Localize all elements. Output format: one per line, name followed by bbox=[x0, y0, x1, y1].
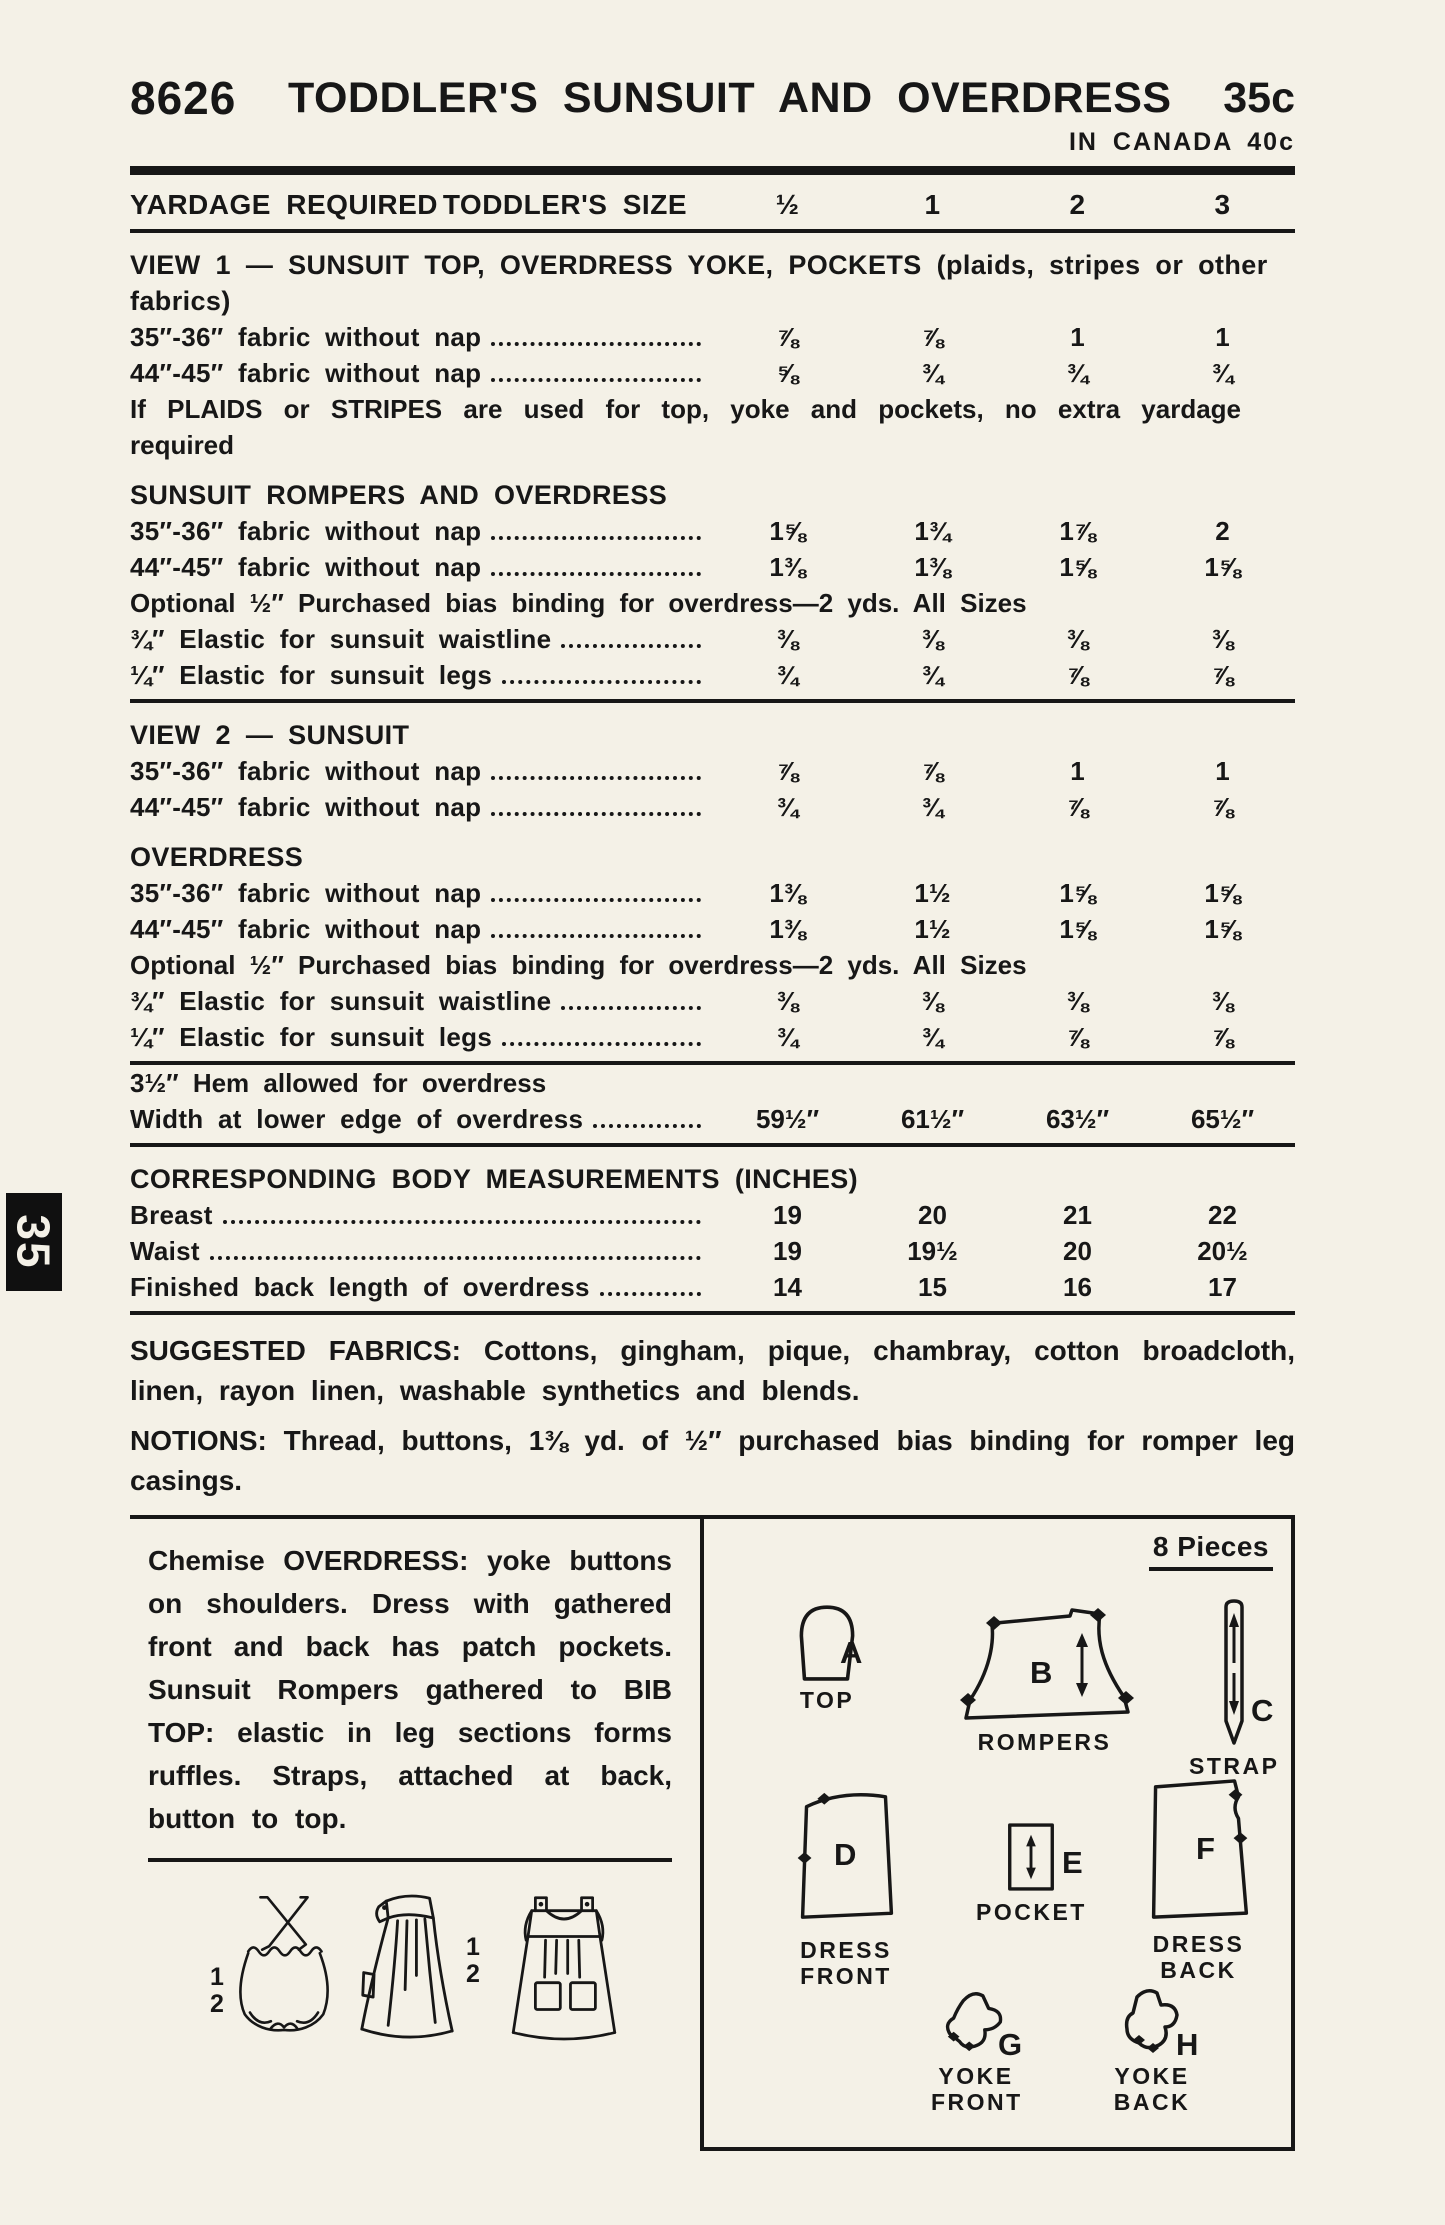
yardage-section bbox=[130, 247, 1295, 463]
row-value: ⅞ bbox=[1211, 660, 1234, 690]
row-value: 1⅜ bbox=[914, 552, 951, 582]
row-label: ¼″ Elastic for sunsuit legs bbox=[130, 660, 493, 690]
row-value: ⅜ bbox=[1066, 986, 1089, 1016]
row-label: 44″-45″ fabric without nap bbox=[130, 792, 482, 822]
row-label: Breast bbox=[130, 1200, 213, 1230]
page-title: TODDLER'S SUNSUIT AND OVERDRESS bbox=[287, 74, 1172, 122]
yardage-section bbox=[130, 1065, 1295, 1137]
row-value: ¾ bbox=[921, 1022, 944, 1052]
divider-rule bbox=[130, 1311, 1295, 1315]
piece-letter-d: D bbox=[834, 1837, 857, 1872]
suggested-fabrics bbox=[130, 1331, 1295, 1411]
piece-letter-h: H bbox=[1176, 2027, 1199, 2062]
size-column: 3 bbox=[1214, 189, 1231, 220]
pattern-piece-b bbox=[942, 1605, 1147, 1755]
row-value: 19 bbox=[773, 1236, 802, 1266]
row-value: 1⅜ bbox=[769, 878, 806, 908]
table-row bbox=[130, 355, 1295, 391]
piece-letter-b: B bbox=[1030, 1655, 1053, 1690]
row-value: 1 bbox=[1070, 756, 1085, 786]
dotted-leader bbox=[502, 1042, 701, 1046]
notions-label: NOTIONS: bbox=[130, 1425, 267, 1456]
pattern-piece-c bbox=[1189, 1597, 1279, 1779]
divider-rule bbox=[130, 699, 1295, 703]
piece-label-dress-back: DRESS BACK bbox=[1152, 1931, 1245, 1983]
row-value: 16 bbox=[1063, 1272, 1092, 1302]
garment-illustrations bbox=[148, 1862, 672, 2192]
row-value: 1⅝ bbox=[1059, 552, 1096, 582]
row-value: ⅜ bbox=[921, 986, 944, 1016]
piece-letter-a: A bbox=[840, 1635, 863, 1670]
row-value: ⅞ bbox=[1066, 792, 1089, 822]
pocket-piece-shape bbox=[1002, 1819, 1060, 1895]
row-value: ⅜ bbox=[776, 624, 799, 654]
row-value: 1⅜ bbox=[769, 552, 806, 582]
notions bbox=[130, 1421, 1295, 1501]
table-row bbox=[130, 1233, 1295, 1269]
size-column: 1 bbox=[924, 189, 941, 220]
row-label: Finished back length of overdress bbox=[130, 1272, 590, 1302]
overdress-back-illustration bbox=[348, 1886, 466, 2046]
piece-label-rompers: ROMPERS bbox=[977, 1729, 1112, 1755]
table-note: Optional ½″ Purchased bias binding for overdress—2 yds. All Sizes bbox=[130, 588, 1027, 618]
suggested-fabrics-text: Cottons, gingham, pique, chambray, cotton broadcloth, linen, rayon linen, washable synthetics and blends. bbox=[130, 1335, 1295, 1406]
table-row bbox=[130, 875, 1295, 911]
row-value: ⅞ bbox=[921, 756, 944, 786]
sunsuit-romper-illustration bbox=[236, 1892, 332, 2044]
row-value: 1⅝ bbox=[1059, 878, 1096, 908]
dotted-leader bbox=[491, 536, 701, 540]
row-value: ⅞ bbox=[776, 756, 799, 786]
yardage-section bbox=[130, 477, 1295, 693]
row-label: 35″-36″ fabric without nap bbox=[130, 516, 482, 546]
row-value: 65½″ bbox=[1190, 1104, 1255, 1134]
row-value: ⅜ bbox=[1066, 624, 1089, 654]
row-value: 1⅞ bbox=[1059, 516, 1096, 546]
row-value: 1⅝ bbox=[1204, 552, 1241, 582]
size-row-rule bbox=[130, 229, 1295, 233]
table-row bbox=[130, 1197, 1295, 1233]
yardage-section bbox=[130, 839, 1295, 1055]
pattern-number: 8626 bbox=[130, 72, 237, 124]
piece-label-top: TOP bbox=[799, 1687, 855, 1713]
piece-label-pocket: POCKET bbox=[976, 1899, 1087, 1925]
row-label: 35″-36″ fabric without nap bbox=[130, 322, 482, 352]
pattern-piece-e bbox=[976, 1819, 1086, 1925]
yardage-section bbox=[130, 717, 1295, 825]
row-value: ¾ bbox=[921, 660, 944, 690]
row-label: ¾″ Elastic for sunsuit waistline bbox=[130, 624, 552, 654]
dotted-leader bbox=[502, 680, 701, 684]
table-row bbox=[130, 1101, 1295, 1137]
row-value: 1½ bbox=[914, 878, 951, 908]
view-size-marker: 1 2 bbox=[210, 1963, 224, 2018]
row-value: 20 bbox=[1063, 1236, 1092, 1266]
row-value: ⅞ bbox=[1066, 1022, 1089, 1052]
table-note: Optional ½″ Purchased bias binding for overdress—2 yds. All Sizes bbox=[130, 950, 1027, 980]
pattern-pieces-panel bbox=[700, 1519, 1295, 2151]
row-value: ¾ bbox=[776, 1022, 799, 1052]
piece-letter-e: E bbox=[1062, 1845, 1083, 1880]
table-note: 3½″ Hem allowed for overdress bbox=[130, 1068, 547, 1098]
toddlers-size-label: TODDLER'S SIZE bbox=[442, 189, 687, 220]
row-value: 20 bbox=[918, 1200, 947, 1230]
piece-label-dress-front: DRESS FRONT bbox=[800, 1937, 892, 1989]
row-value: 19 bbox=[773, 1200, 802, 1230]
row-label: 35″-36″ fabric without nap bbox=[130, 878, 482, 908]
drawer-tab bbox=[6, 1193, 62, 1291]
dotted-leader bbox=[491, 342, 701, 346]
description-column bbox=[130, 1519, 700, 2151]
table-row bbox=[130, 1269, 1295, 1305]
row-value: 1⅝ bbox=[1204, 878, 1241, 908]
row-value: 15 bbox=[918, 1272, 947, 1302]
price: 35c bbox=[1223, 74, 1295, 122]
row-value: ⅞ bbox=[776, 322, 799, 352]
row-value: ⅜ bbox=[776, 986, 799, 1016]
dotted-leader bbox=[600, 1292, 701, 1296]
row-value: 2 bbox=[1215, 516, 1230, 546]
dotted-leader bbox=[593, 1124, 701, 1128]
table-row bbox=[130, 1019, 1295, 1055]
table-row bbox=[130, 911, 1295, 947]
row-value: ⅞ bbox=[1066, 660, 1089, 690]
table-row bbox=[130, 983, 1295, 1019]
row-value: ¾ bbox=[1211, 358, 1234, 388]
yardage-table bbox=[130, 247, 1295, 1315]
row-value: ⅜ bbox=[921, 624, 944, 654]
table-row bbox=[130, 319, 1295, 355]
row-value: ¾ bbox=[921, 358, 944, 388]
row-label: ¼″ Elastic for sunsuit legs bbox=[130, 1022, 493, 1052]
header-rule bbox=[130, 166, 1295, 175]
table-row bbox=[130, 753, 1295, 789]
row-value: 1¾ bbox=[914, 516, 951, 546]
piece-letter-g: G bbox=[998, 2027, 1023, 2062]
header bbox=[130, 72, 1295, 124]
bottom-panel bbox=[130, 1515, 1295, 2151]
row-value: 59½″ bbox=[755, 1104, 820, 1134]
row-label: Width at lower edge of overdress bbox=[130, 1104, 584, 1134]
dotted-leader bbox=[491, 378, 701, 382]
piece-letter-c: C bbox=[1251, 1693, 1274, 1728]
row-value: 1⅝ bbox=[769, 516, 806, 546]
yardage-required-label: YARDAGE REQUIRED bbox=[130, 189, 439, 220]
dotted-leader bbox=[491, 812, 701, 816]
row-value: 1 bbox=[1215, 322, 1230, 352]
notions-text: Thread, buttons, 1⅜ yd. of ½″ purchased bias binding for romper leg casings. bbox=[130, 1425, 1296, 1496]
divider-rule bbox=[130, 1143, 1295, 1147]
dotted-leader bbox=[561, 1006, 701, 1010]
pattern-piece-g bbox=[916, 1987, 1036, 2115]
pattern-piece-h bbox=[1092, 1985, 1212, 2115]
dotted-leader bbox=[491, 776, 701, 780]
piece-letter-f: F bbox=[1196, 1831, 1215, 1866]
garment-description: Chemise OVERDRESS: yoke buttons on shoulders. Dress with gathered front and back has patch pockets. Sunsuit Rompers gathered to BIB TOP: elastic in leg sections forms ruffles. Straps, attached at back, button to top. bbox=[148, 1545, 672, 1834]
table-row bbox=[130, 549, 1295, 585]
row-value: ⅞ bbox=[921, 322, 944, 352]
overdress-front-illustration bbox=[504, 1888, 624, 2046]
row-value: 1⅜ bbox=[769, 914, 806, 944]
row-value: 1⅝ bbox=[1059, 914, 1096, 944]
yardage-section bbox=[130, 1161, 1295, 1305]
row-value: 14 bbox=[773, 1272, 802, 1302]
view-size-marker: 1 2 bbox=[466, 1933, 480, 1988]
table-row bbox=[130, 621, 1295, 657]
strap-piece-shape bbox=[1214, 1597, 1254, 1749]
row-value: ⅜ bbox=[1211, 986, 1234, 1016]
row-label: 35″-36″ fabric without nap bbox=[130, 756, 482, 786]
pattern-piece-f bbox=[1136, 1775, 1261, 1983]
canada-price: IN CANADA 40c bbox=[1068, 128, 1295, 156]
row-value: 61½″ bbox=[900, 1104, 965, 1134]
row-value: 63½″ bbox=[1045, 1104, 1110, 1134]
row-value: 21 bbox=[1063, 1200, 1092, 1230]
row-value: 1⅝ bbox=[1204, 914, 1241, 944]
table-row bbox=[130, 513, 1295, 549]
section-heading: SUNSUIT ROMPERS AND OVERDRESS bbox=[130, 480, 668, 510]
pattern-piece-a bbox=[762, 1601, 892, 1713]
dotted-leader bbox=[491, 934, 701, 938]
row-label: 44″-45″ fabric without nap bbox=[130, 358, 482, 388]
row-value: 19½ bbox=[907, 1236, 958, 1266]
section-heading: VIEW 2 — SUNSUIT bbox=[130, 720, 410, 750]
dotted-leader bbox=[210, 1256, 701, 1260]
row-value: 1½ bbox=[914, 914, 951, 944]
row-label: Waist bbox=[130, 1236, 200, 1266]
section-heading: CORRESPONDING BODY MEASUREMENTS (INCHES) bbox=[130, 1164, 859, 1194]
piece-label-strap: STRAP bbox=[1189, 1753, 1280, 1779]
dotted-leader bbox=[561, 644, 701, 648]
suggested-fabrics-label: SUGGESTED FABRICS: bbox=[130, 1335, 461, 1366]
row-label: 44″-45″ fabric without nap bbox=[130, 914, 482, 944]
section-heading: OVERDRESS bbox=[130, 842, 304, 872]
row-value: ⅞ bbox=[1211, 1022, 1234, 1052]
pieces-count-label: 8 Pieces bbox=[1149, 1531, 1273, 1571]
row-value: 17 bbox=[1208, 1272, 1237, 1302]
table-note: If PLAIDS or STRIPES are used for top, yoke and pockets, no extra yardage required bbox=[130, 394, 1242, 460]
table-row bbox=[130, 657, 1295, 693]
size-header-row bbox=[130, 187, 1295, 223]
dotted-leader bbox=[491, 898, 701, 902]
row-value: ¾ bbox=[776, 660, 799, 690]
row-value: ⅝ bbox=[776, 358, 799, 388]
piece-label-yoke-back: YOKE BACK bbox=[1113, 2063, 1191, 2115]
row-value: ⅞ bbox=[1211, 792, 1234, 822]
row-value: 22 bbox=[1208, 1200, 1237, 1230]
dotted-leader bbox=[223, 1220, 701, 1224]
row-value: 1 bbox=[1070, 322, 1085, 352]
dotted-leader bbox=[491, 572, 701, 576]
piece-label-yoke-front: YOKE FRONT bbox=[931, 2063, 1023, 2115]
row-label: ¾″ Elastic for sunsuit waistline bbox=[130, 986, 552, 1016]
row-value: 20½ bbox=[1197, 1236, 1248, 1266]
row-value: ¾ bbox=[776, 792, 799, 822]
row-value: ¾ bbox=[1066, 358, 1089, 388]
drawer-tab-number: 35 bbox=[7, 1214, 60, 1270]
size-column: 2 bbox=[1069, 189, 1086, 220]
section-heading: VIEW 1 — SUNSUIT TOP, OVERDRESS YOKE, POCKETS (plaids, stripes or other fabrics) bbox=[130, 250, 1268, 316]
pattern-piece-d bbox=[786, 1781, 906, 1989]
sheet-content bbox=[130, 72, 1295, 2151]
row-label: 44″-45″ fabric without nap bbox=[130, 552, 482, 582]
row-value: 1 bbox=[1215, 756, 1230, 786]
size-column: ½ bbox=[775, 189, 800, 220]
row-value: ¾ bbox=[921, 792, 944, 822]
row-value: ⅜ bbox=[1211, 624, 1234, 654]
table-row bbox=[130, 789, 1295, 825]
